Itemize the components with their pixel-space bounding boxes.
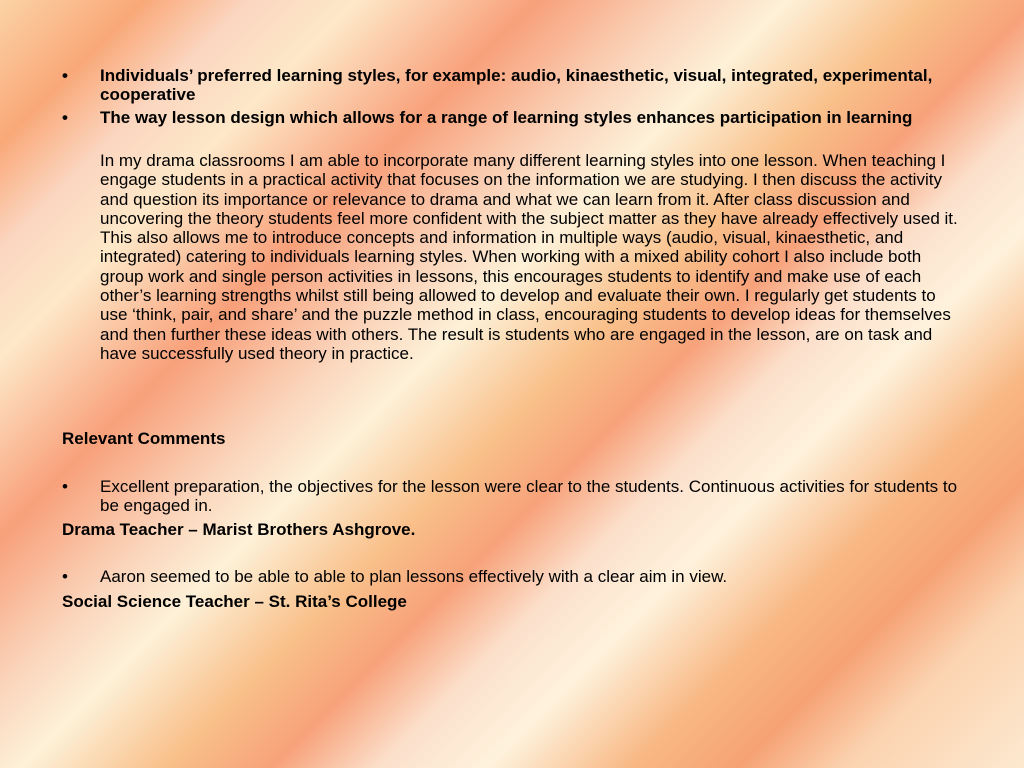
bullet-icon: • (62, 567, 68, 586)
comment-attribution: Social Science Teacher – St. Rita’s College (62, 592, 407, 611)
reflection-paragraph: In my drama classrooms I am able to incorporate many different learning styles into one lesson. When teaching I engage students in a practical activity that focuses on the information we are studying. I then discuss the activity and question its importance or relevance to drama and what we can learn from it. After class discussion and uncovering the theory students feel more confident with the subject matter as they have already effectively used it. This also allows me to introduce concepts and information in multiple ways (audio, visual, kinaesthetic, and integrated) catering to individuals learning styles. When working with a mixed ability cohort I also include both group work and single person activities in lessons, this encourages students to identify and make use of each other’s learning strengths whilst still being allowed to develop and evaluate their own. I regularly get students to use ‘think, pair, and share’ and the puzzle method in class, encouraging students to develop ideas for themselves and then further these ideas with others. The result is students who are engaged in the lesson, are on task and have successfully used theory in practice. (100, 151, 958, 363)
comment-attribution: Drama Teacher – Marist Brothers Ashgrove. (62, 520, 416, 539)
bullet-icon: • (62, 66, 68, 85)
learning-styles-text: Individuals’ preferred learning styles, for example: audio, kinaesthetic, visual, integrated, experimental, cooperative (100, 66, 933, 104)
lesson-design-text: The way lesson design which allows for a range of learning styles enhances participation in learning (100, 108, 913, 127)
comment-text: Aaron seemed to be able to able to plan lessons effectively with a clear aim in view. (100, 567, 728, 586)
comment-text: Excellent preparation, the objectives for the lesson were clear to the students. Continuous activities for students to be engaged in. (100, 477, 958, 515)
bullet-icon: • (62, 108, 68, 127)
comments-heading: Relevant Comments (62, 429, 226, 448)
bullet-icon: • (62, 477, 68, 496)
